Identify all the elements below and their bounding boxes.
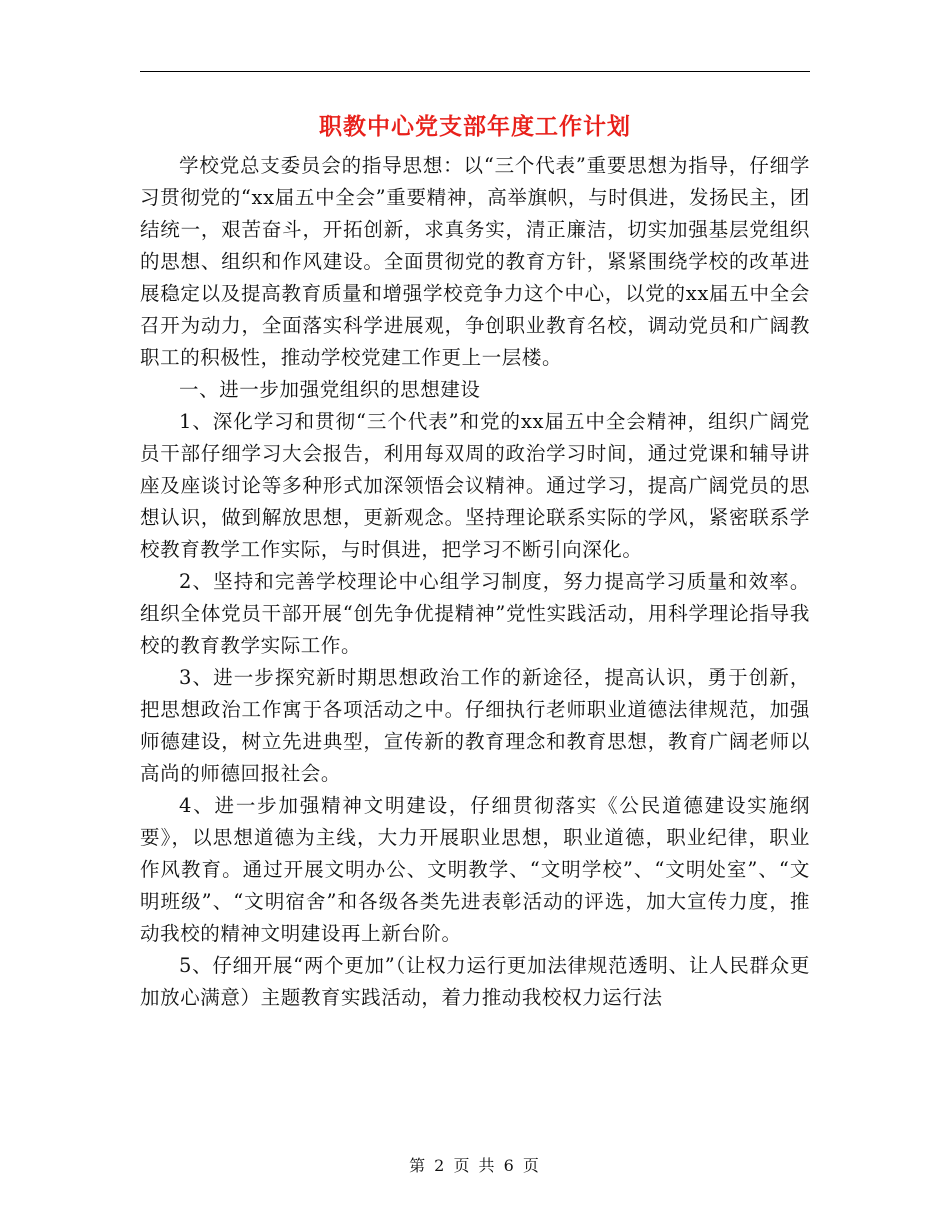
paragraph-item-5: 5、仔细开展“两个更加”（让权力运行更加法律规范透明、让人民群众更加放心满意）主题教育实践活动，着力推动我校权力运行法 (140, 954, 810, 1009)
paragraph-item-3: 3、进一步探究新时期思想政治工作的新途径，提高认识，勇于创新，把思想政治工作寓于各项活动之中。仔细执行老师职业道德法律规范，加强师德建设，树立先进典型，宣传新的教育理念和教育思想，教育广阔老师以高尚的师德回报社会。 (140, 666, 810, 785)
document-title: 职教中心党支部年度工作计划 (319, 113, 631, 140)
paragraph-item-2: 2、坚持和完善学校理论中心组学习制度，努力提高学习质量和效率。组织全体党员干部开展“创先争优提精神”党性实践活动，用科学理论指导我校的教育教学实际工作。 (140, 570, 810, 657)
page-number: 第 2 页 共 6 页 (409, 1156, 541, 1175)
header-rule (140, 71, 810, 72)
paragraph-item-4: 4、进一步加强精神文明建设，仔细贯彻落实《公民道德建设实施纲要》，以思想道德为主线，大力开展职业思想，职业道德，职业纪律，职业作风教育。通过开展文明办公、文明教学、“文明学校”、“文明处室”、“文明班级”、“文明宿舍”和各级各类先进表彰活动的评选，加大宣传力度，推动我校的精神文明建设再上新台阶。 (140, 794, 810, 945)
paragraph-item-1: 1、深化学习和贯彻“三个代表”和党的xx届五中全会精神，组织广阔党员干部仔细学习大会报告，利用每双周的政治学习时间，通过党课和辅导讲座及座谈讨论等多种形式加深领悟会议精神。通过学习，提高广阔党员的思想认识，做到解放思想，更新观念。坚持理论联系实际的学风，紧密联系学校教育教学工作实际，与时俱进，把学习不断引向深化。 (140, 410, 810, 561)
paragraph-guiding-ideology: 学校党总支委员会的指导思想：以“三个代表”重要思想为指导，仔细学习贯彻党的“xx届五中全会”重要精神，高举旗帜，与时俱进，发扬民主，团结统一，艰苦奋斗，开拓创新，求真务实，清正廉洁，切实加强基层党组织的思想、组织和作风建设。全面贯彻党的教育方针，紧紧围绕学校的改革进展稳定以及提高教育质量和增强学校竞争力这个中心，以党的xx届五中全会召开为动力，全面落实科学进展观，争创职业教育名校，调动党员和广阔教职工的积极性，推动学校党建工作更上一层楼。 (140, 154, 810, 369)
document-body (140, 150, 810, 1014)
section-heading-1: 一、进一步加强党组织的思想建设 (179, 378, 481, 401)
